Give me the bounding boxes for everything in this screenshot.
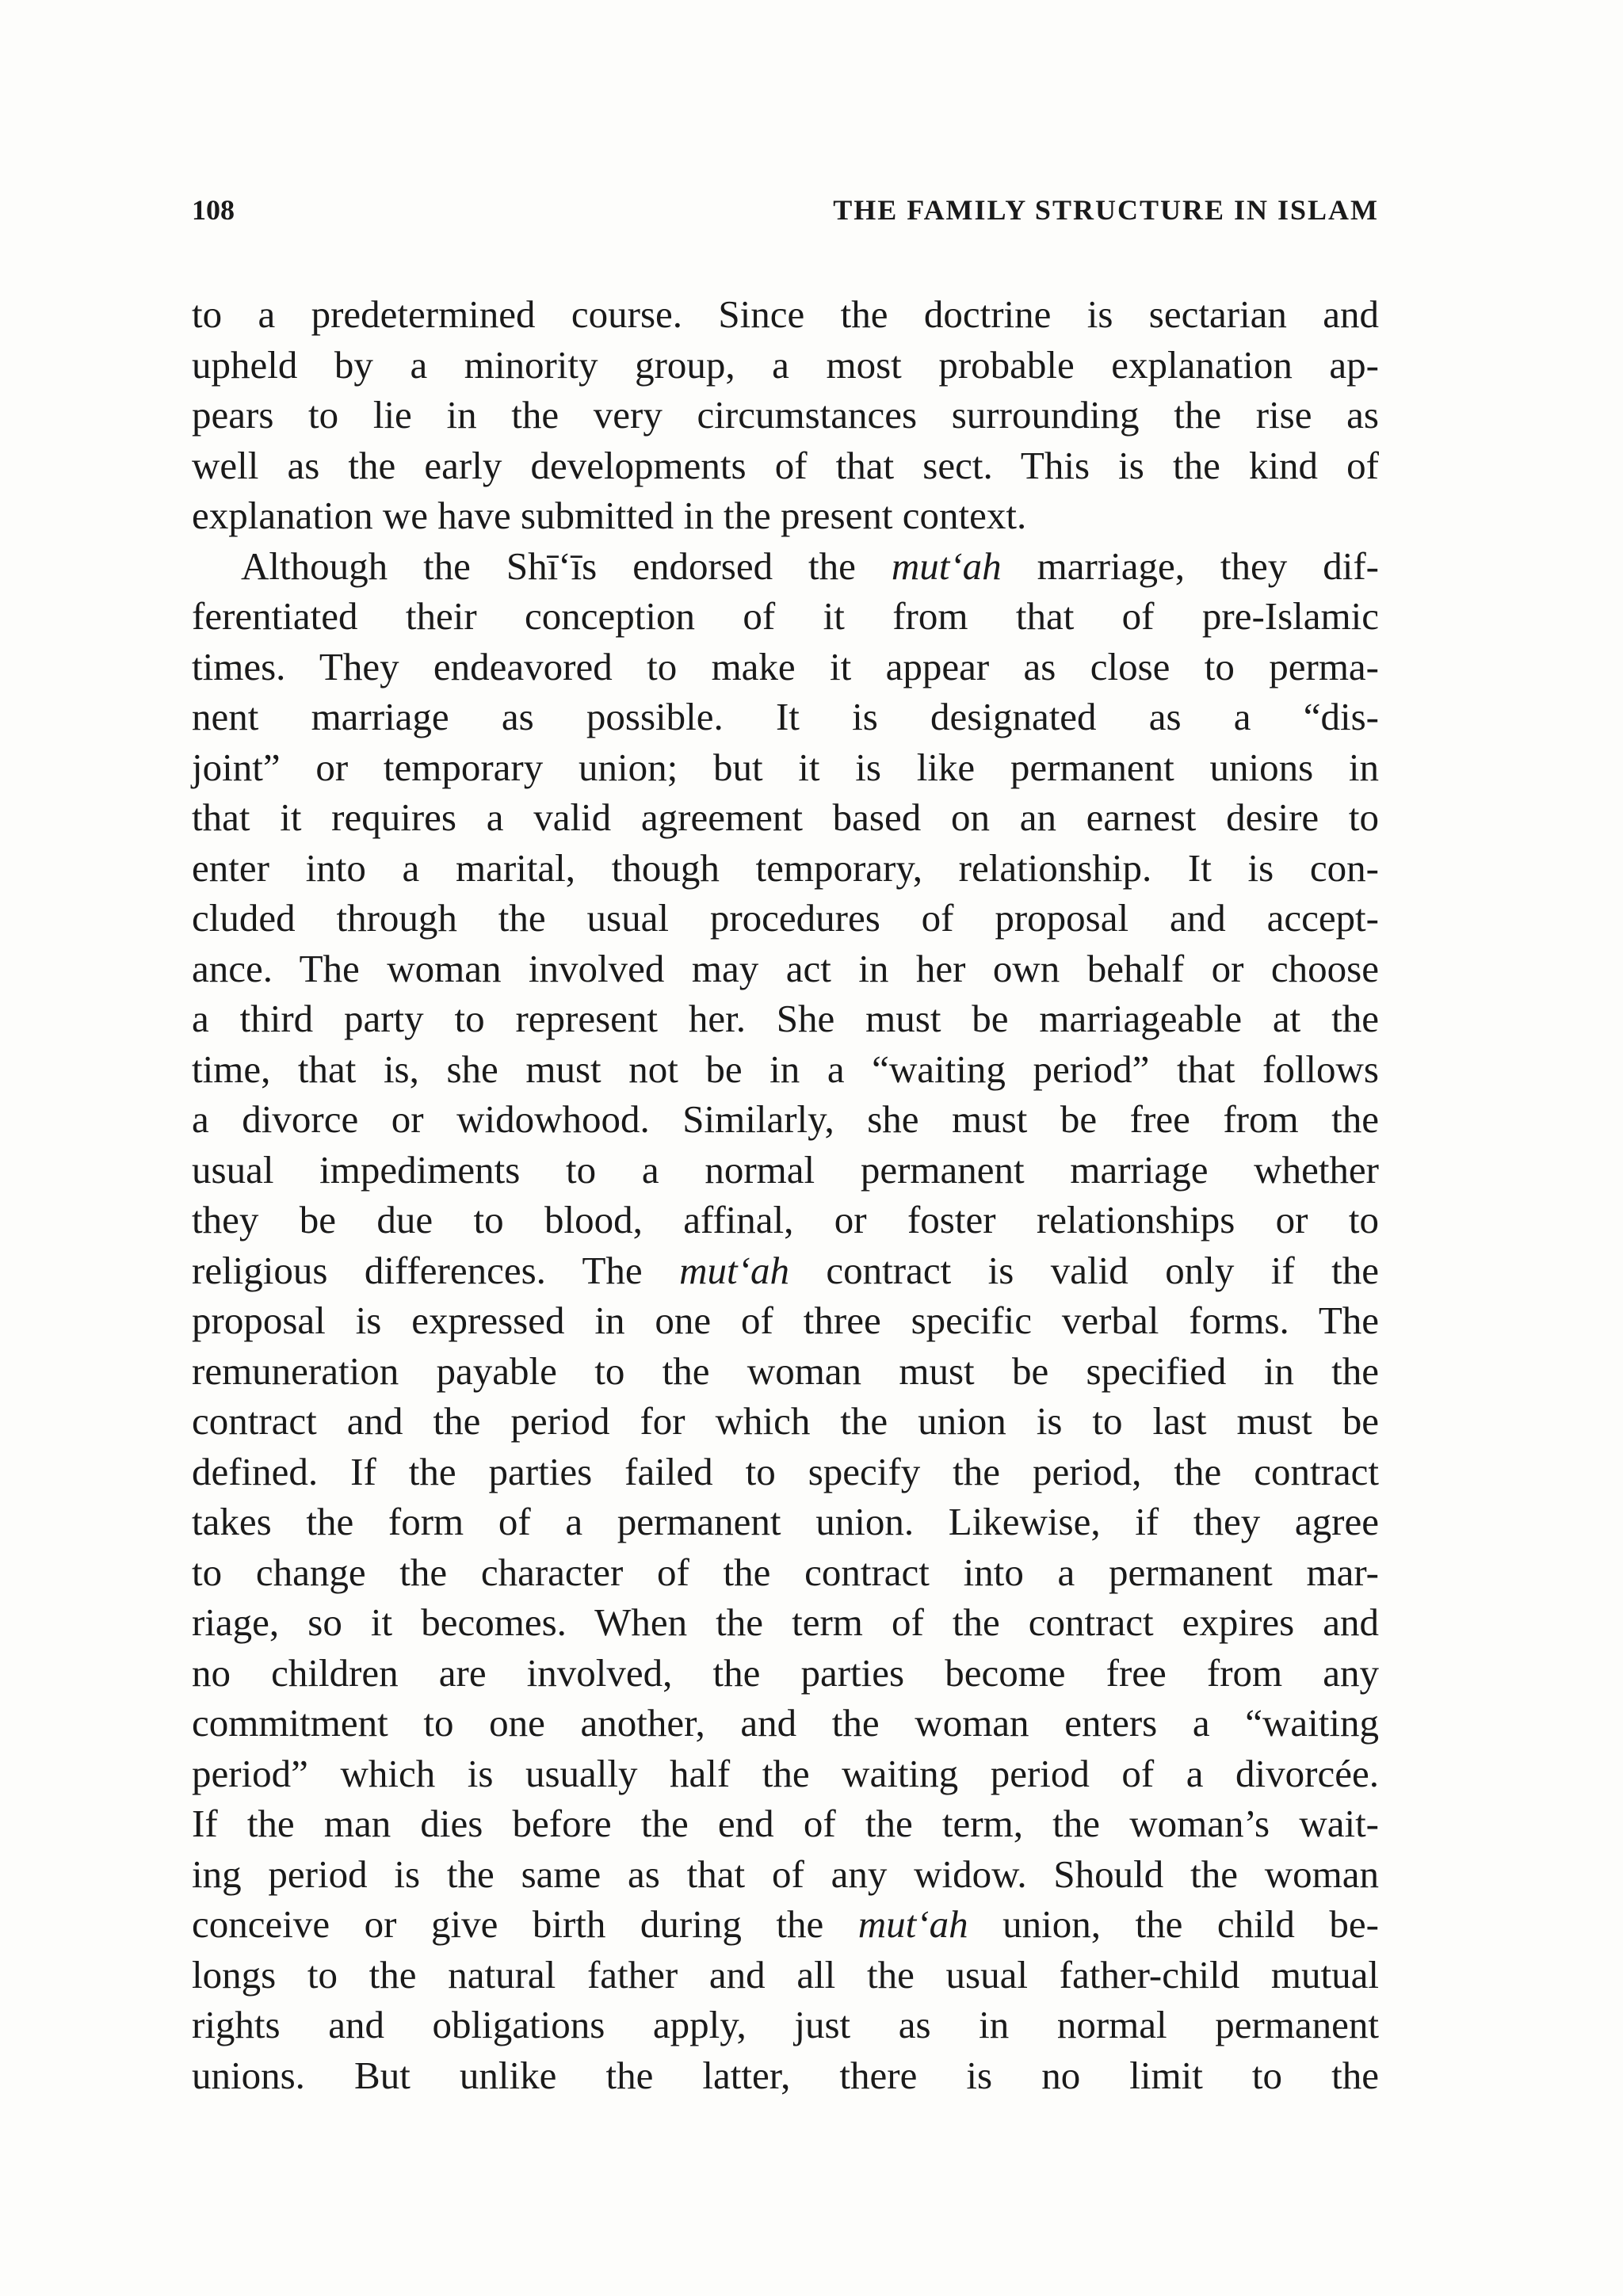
text-line: ferentiated their conception of it from that of pre-Islamic — [192, 594, 1379, 638]
text-line: ance. The woman involved may act in her own behalf or choose — [192, 946, 1379, 990]
text-line: longs to the natural father and all the usual father-child mutual — [192, 1952, 1379, 1997]
text-line: rights and obligations apply, just as in normal permanent — [192, 2003, 1379, 2046]
text-line: remuneration payable to the woman must be specified in the — [192, 1348, 1379, 1393]
text-line: ing period is the same as that of any widow. Should the woman — [192, 1852, 1379, 1896]
text-line: conceive or give birth during the mut‘ah union, the child be- — [192, 1902, 1379, 1946]
text-line: that it requires a valid agreement based on an earnest desire to — [192, 795, 1379, 839]
text-line: well as the early developments of that sect. This is the kind of — [192, 443, 1379, 487]
text-line: joint” or temporary union; but it is like permanent unions in — [192, 745, 1379, 789]
text-line: to change the character of the contract into a permanent mar- — [192, 1550, 1379, 1594]
text-line: defined. If the parties failed to specify the period, the contract — [192, 1449, 1379, 1493]
text-line: no children are involved, the parties become free from any — [192, 1650, 1379, 1695]
text-line: riage, so it becomes. When the term of the contract expires and — [192, 1600, 1379, 1644]
text-line: pears to lie in the very circumstances surrounding the rise as — [192, 393, 1379, 437]
text-line: period” which is usually half the waiting period of a divorcée. — [192, 1751, 1379, 1795]
text-line: enter into a marital, though temporary, relationship. It is con- — [192, 845, 1379, 890]
text-line: usual impediments to a normal permanent marriage whether — [192, 1147, 1379, 1192]
running-title: THE FAMILY STRUCTURE IN ISLAM — [833, 194, 1379, 226]
text-line: nent marriage as possible. It is designated as a “dis- — [192, 695, 1379, 738]
text-line: unions. But unlike the latter, there is no limit to the — [192, 2053, 1379, 2097]
text-line: time, that is, she must not be in a “waiting period” that follows — [192, 1047, 1379, 1091]
text-line: cluded through the usual procedures of proposal and accept- — [192, 896, 1379, 940]
text-line: commitment to one another, and the woman enters a “waiting — [192, 1701, 1379, 1745]
text-line: to a predetermined course. Since the doctrine is sectarian and — [192, 292, 1379, 336]
text-line: Although the Shī‘īs endorsed the mut‘ah marriage, they dif- — [241, 543, 1379, 588]
running-header — [192, 193, 1379, 227]
text-line: proposal is expressed in one of three specific verbal forms. The — [192, 1299, 1379, 1342]
body-text — [192, 289, 1379, 2100]
text-line: a third party to represent her. She must be marriageable at the — [192, 997, 1379, 1040]
page-number: 108 — [192, 194, 235, 226]
text-line: a divorce or widowhood. Similarly, she must be free from the — [192, 1097, 1379, 1141]
paragraph-2 — [192, 541, 1379, 2101]
text-line: explanation we have submitted in the present context. — [192, 494, 1027, 537]
text-line: contract and the period for which the union is to last must be — [192, 1399, 1379, 1443]
paragraph-1 — [192, 289, 1379, 541]
text-line: takes the form of a permanent union. Likewise, if they agree — [192, 1500, 1379, 1543]
text-line: upheld by a minority group, a most probable explanation ap- — [192, 342, 1379, 387]
text-line: religious differences. The mut‘ah contract is valid only if the — [192, 1248, 1380, 1292]
text-line: If the man dies before the end of the term, the woman’s wait- — [192, 1802, 1379, 1845]
text-line: they be due to blood, affinal, or foster relationships or to — [192, 1198, 1379, 1241]
text-line: times. They endeavored to make it appear as close to perma- — [192, 644, 1379, 688]
